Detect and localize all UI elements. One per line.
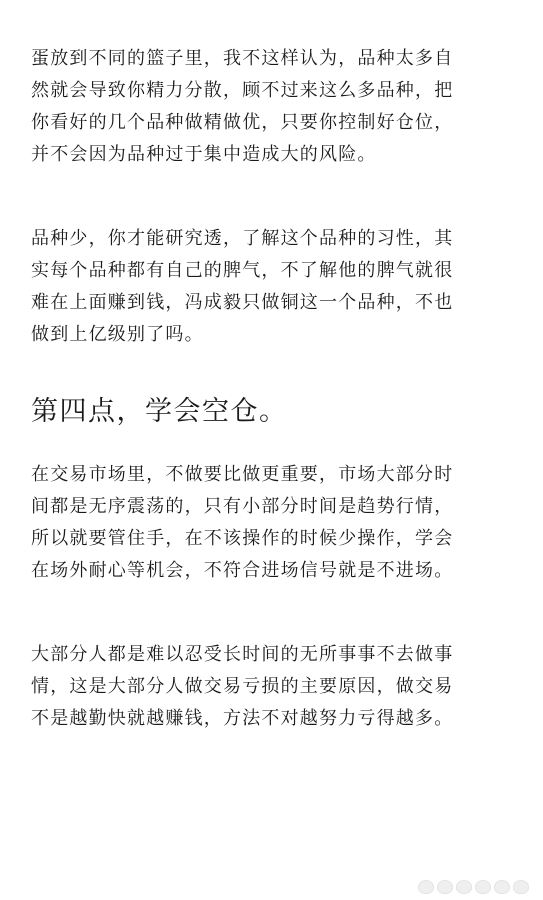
text-line: 难在上面赚到钱，冯成毅只做铜这一个品种，不也 [31, 292, 454, 313]
watermark-glyph [456, 880, 472, 894]
text-line: 你看好的几个品种做精做优，只要你控制好仓位， [31, 112, 454, 133]
text-line: 蛋放到不同的篮子里，我不这样认为，品种太多自 [31, 48, 454, 69]
watermark-logo [418, 880, 529, 894]
text-line: 不是越勤快就越赚钱，方法不对越努力亏得越多。 [31, 708, 454, 729]
watermark-glyph [513, 880, 529, 894]
text-line: 情，这是大部分人做交易亏损的主要原因，做交易 [31, 676, 454, 697]
text-line: 并不会因为品种过于集中造成大的风险。 [31, 144, 377, 165]
watermark-glyph [437, 880, 453, 894]
text-line: 所以就要管住手，在不该操作的时候少操作，学会 [31, 528, 454, 549]
watermark-glyph [475, 880, 491, 894]
text-line: 在场外耐心等机会，不符合进场信号就是不进场。 [31, 560, 454, 581]
watermark-glyph [418, 880, 434, 894]
text-line: 然就会导致你精力分散，顾不过来这么多品种，把 [31, 80, 454, 101]
text-line: 品种少，你才能研究透，了解这个品种的习性，其 [31, 228, 454, 249]
text-line: 间都是无序震荡的，只有小部分时间是趋势行情， [31, 496, 454, 517]
section-heading: 第四点，学会空仓。 [31, 396, 288, 427]
text-line: 在交易市场里，不做要比做更重要，市场大部分时 [31, 464, 454, 485]
text-line: 实每个品种都有自己的脾气，不了解他的脾气就很 [31, 260, 454, 281]
watermark-glyph [494, 880, 510, 894]
text-line: 做到上亿级别了吗。 [31, 324, 204, 345]
text-line: 大部分人都是难以忍受长时间的无所事事不去做事 [31, 644, 454, 665]
